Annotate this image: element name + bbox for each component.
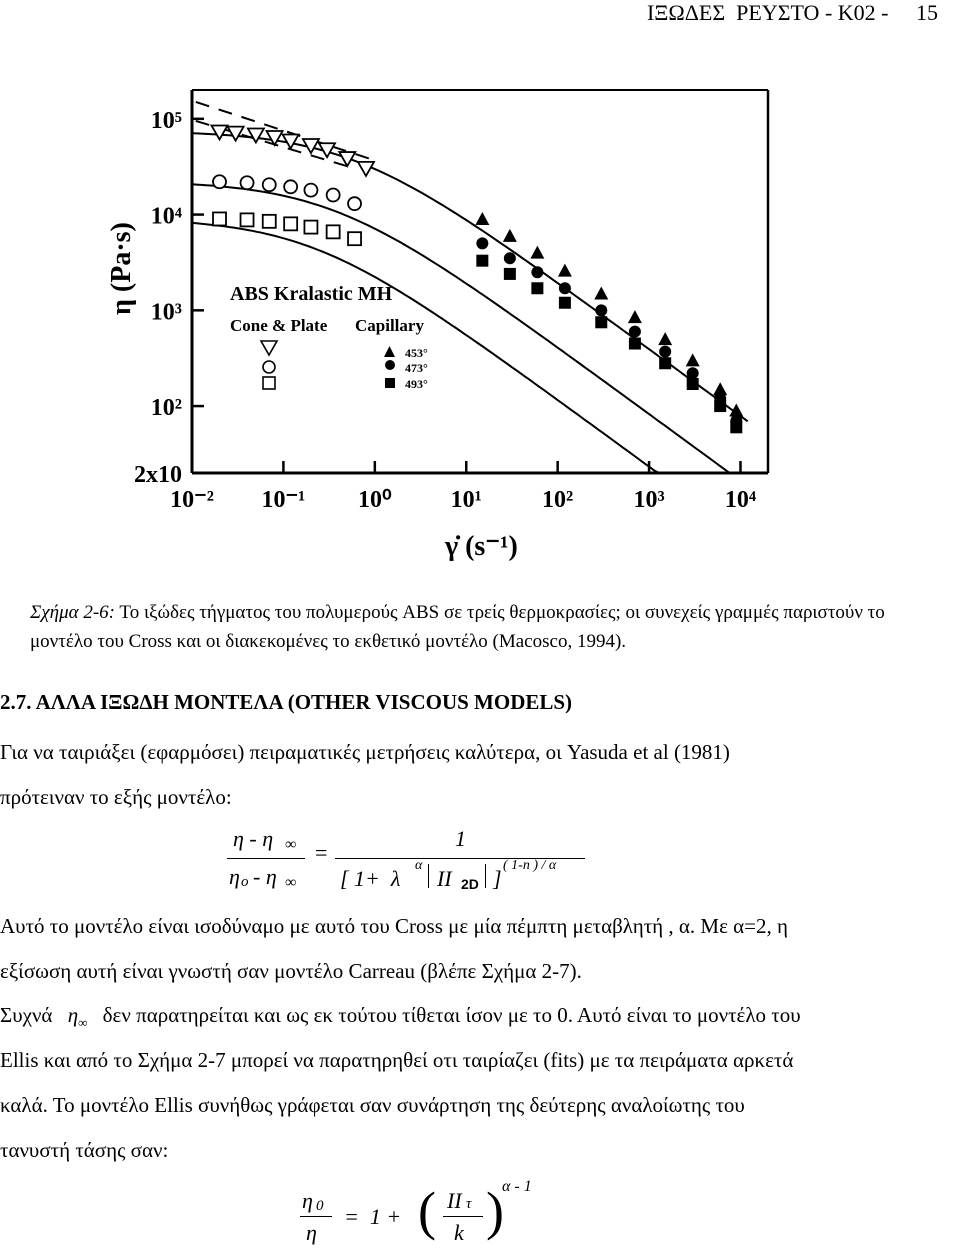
yasuda-equation <box>225 826 595 906</box>
legend-temp-493: 493° <box>405 377 428 391</box>
x-tick-label: 10² <box>542 487 574 513</box>
eq1-exponent: ( 1-n ) / α <box>503 858 557 873</box>
eq2-exponent: α - 1 <box>502 1178 532 1195</box>
eq2-paren-right: ) <box>486 1181 504 1241</box>
eq1-den-right: [ 1+ λ <box>340 866 401 891</box>
figure-caption <box>30 598 935 656</box>
eq2-inner-den: k <box>454 1220 464 1245</box>
legend-square-filled <box>385 378 395 388</box>
open-square-point <box>241 213 254 226</box>
legend-title: ABS Kralastic MH <box>230 283 393 305</box>
open-square-point <box>304 221 317 234</box>
open-square-point <box>348 232 361 245</box>
filled-square-point <box>531 282 543 294</box>
filled-square-point <box>595 316 607 328</box>
open-square-point <box>327 225 340 238</box>
eq1-inf-1: ∞ <box>285 836 297 853</box>
filled-triangle-point <box>658 332 672 345</box>
page-header: ΙΞΩΔΕΣ ΡΕΥΣΤΟ - Κ02 - 15 <box>646 0 938 25</box>
legend-temp-453: 453° <box>405 346 428 360</box>
caption-text: Το ιξώδες τήγματος του πολυμερούς ABS σε τρείς θερμοκρασίες; οι συνεχείς γραμμές παριστούν το μοντέλο του Cross και οι διακεκομένες το εκθετικό μοντέλο (Macosco, 1994). <box>30 602 885 652</box>
x-axis-label: γ̇ (s⁻¹) <box>445 531 518 562</box>
filled-circle-point <box>531 266 543 278</box>
para3-line2: Ellis και από το Σχήμα 2-7 μπορεί να παρατηρηθεί οτι ταιρίαζει (fits) με τα πειράματα αρκετά <box>0 1048 794 1072</box>
open-circle-point <box>263 178 276 191</box>
y-axis-label: η (Pa·s) <box>106 222 137 315</box>
eq1-inf-2: ∞ <box>285 874 297 891</box>
eq1-den-left: η <box>229 864 240 889</box>
eq1-left-fraction-bar <box>227 858 305 859</box>
x-tick-label: 10¹ <box>450 487 482 513</box>
eq2-inner-fraction-bar <box>443 1216 483 1217</box>
x-tick-label: 10³ <box>633 487 665 513</box>
x-tick-label: 10⁰ <box>358 487 392 513</box>
eq2-den: η <box>306 1220 317 1245</box>
para3-line3: καλά. Το μοντέλο Ellis συνήθως γράφεται σαν συνάρτηση της δεύτερης αναλοίωτης του <box>0 1093 745 1117</box>
eq1-num-right: 1 <box>455 826 466 851</box>
filled-triangle-point <box>594 286 608 299</box>
filled-triangle-point <box>628 310 642 323</box>
filled-triangle-point <box>503 229 517 242</box>
para3-line4: τανυστή τάσης σαν: <box>0 1138 169 1162</box>
open-square-point <box>284 217 297 230</box>
open-triangle-point <box>358 162 374 176</box>
eq1-sub-2d: 2D <box>461 876 479 892</box>
filled-square-point <box>659 357 671 369</box>
legend-triangle-filled <box>384 346 395 357</box>
x-tick-label: 10⁻¹ <box>261 487 306 513</box>
x-tick-label: 10⁻² <box>170 487 214 513</box>
eq1-abs-left <box>428 864 429 888</box>
filled-triangle-point <box>558 264 572 277</box>
eq1-ii: II <box>437 866 452 891</box>
filled-square-point <box>476 255 488 267</box>
eq2-rhs: = 1 + <box>344 1204 402 1229</box>
filled-triangle-point <box>475 212 489 225</box>
filled-circle-point <box>629 326 641 338</box>
eq1-den-left-sub: o <box>241 874 249 890</box>
y-tick-label: 2x10 <box>134 462 182 488</box>
eq1-close: ] <box>493 866 502 891</box>
eq1-alpha: α <box>415 858 423 873</box>
filled-circle-point <box>476 237 488 249</box>
eq2-inner-num-sub: τ <box>466 1196 472 1212</box>
y-tick-label: 10² <box>150 395 182 422</box>
eq1-den-left-rest: - η <box>253 864 277 889</box>
y-tick-label: 10⁵ <box>150 107 182 134</box>
eq1-num-left: η - η <box>233 826 274 851</box>
eq1-abs-right <box>485 864 486 888</box>
para3-line1 <box>0 1000 960 1038</box>
para3-inf: ∞ <box>78 1015 88 1031</box>
para3-eta: η <box>67 1003 79 1027</box>
filled-square-point <box>559 297 571 309</box>
section-heading: 2.7. ΑΛΛΑ ΙΞΩΔΗ ΜΟΝΤΕΛΑ (OTHER VISCOUS MODELS) <box>0 690 573 714</box>
legend-cap-markers <box>384 346 428 391</box>
eq2-num-sub: 0 <box>316 1198 324 1214</box>
open-circle-point <box>284 180 297 193</box>
legend-circle-filled <box>385 360 395 370</box>
open-circle-point <box>348 197 361 210</box>
eq1-equals: = <box>315 840 328 865</box>
legend-triangle-open <box>261 341 277 355</box>
eq2-paren-left: ( <box>418 1181 436 1241</box>
filled-circle-point <box>504 252 516 264</box>
y-tick-label: 10³ <box>150 299 182 326</box>
viscosity-chart <box>106 85 790 585</box>
legend-temp-473: 473° <box>405 361 428 375</box>
legend-circle-open <box>263 361 275 373</box>
filled-triangle-point <box>686 353 700 366</box>
open-square-point <box>263 215 276 228</box>
filled-square-point <box>504 268 516 280</box>
open-square-point <box>213 212 226 225</box>
open-circle-point <box>304 184 317 197</box>
x-tick-label: 10⁴ <box>724 487 757 513</box>
filled-circle-point <box>659 346 671 358</box>
legend-cone: Cone & Plate <box>230 316 328 335</box>
open-triangle-point <box>228 127 244 141</box>
legend-cone-markers <box>261 341 277 389</box>
ellis-equation <box>300 1178 560 1251</box>
legend-square-open <box>263 377 275 389</box>
filled-circle-point <box>687 367 699 379</box>
para1-line1: Για να ταιριάξει (εφαρμόσει) πειραματικές μετρήσεις καλύτερα, οι Yasuda et al (1981) <box>0 740 730 764</box>
para2-line2: εξίσωση αυτή είναι γνωστή σαν μοντέλο Carreau (βλέπε Σχήμα 2-7). <box>0 959 582 983</box>
para3-line1-rest: δεν παρατηρείται και ως εκ τούτου τίθεται ίσον με το 0. Αυτό είναι το μοντέλο του <box>102 1003 801 1027</box>
legend-capillary: Capillary <box>355 316 424 335</box>
open-circle-point <box>213 175 226 188</box>
eq2-inner-num: II <box>447 1188 462 1213</box>
open-circle-point <box>327 189 340 202</box>
filled-circle-point <box>595 304 607 316</box>
open-triangle-point <box>248 128 264 142</box>
caption-label: Σχήμα 2-6: <box>30 602 115 623</box>
open-triangle-point <box>212 125 228 139</box>
filled-square-point <box>629 338 641 350</box>
y-tick-label: 10⁴ <box>150 203 182 230</box>
open-circle-point <box>241 176 254 189</box>
filled-square-point <box>714 400 726 412</box>
filled-square-point <box>687 378 699 390</box>
eq2-num: η <box>302 1188 313 1213</box>
filled-square-point <box>730 421 742 433</box>
filled-circle-point <box>559 282 571 294</box>
para3-start: Συχνά <box>0 1003 53 1027</box>
para1-line2: πρότειναν το εξής μοντέλο: <box>0 785 232 809</box>
eq2-fraction-bar <box>300 1216 332 1217</box>
para2-line1: Αυτό το μοντέλο είναι ισοδύναμο με αυτό του Cross με μία πέμπτη μεταβλητή , α. Με α=2, η <box>0 914 788 938</box>
filled-triangle-point <box>530 246 544 259</box>
